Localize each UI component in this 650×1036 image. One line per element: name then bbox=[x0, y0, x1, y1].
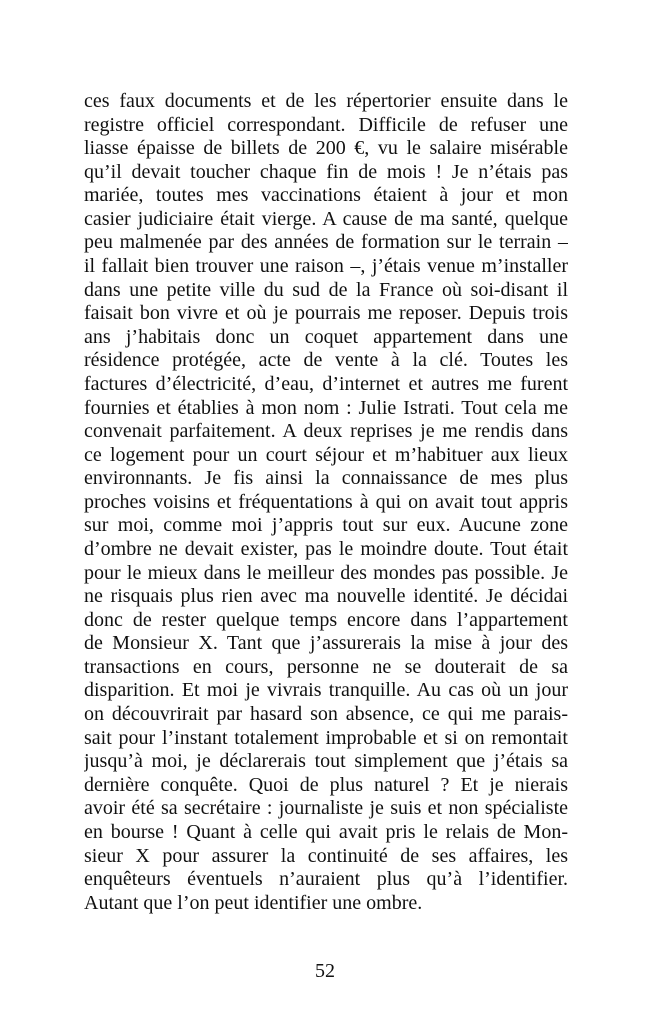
text-line-8: il fallait bien trouver une raison –, j’étais venue m’installer bbox=[84, 255, 568, 278]
text-line-33: sieur X pour assurer la continuité de ses affaires, les bbox=[84, 844, 568, 867]
text-line-16: ce logement pour un court séjour et m’habituer aux lieux bbox=[84, 443, 568, 466]
text-line-12: résidence protégée, acte de vente à la clé. Toutes les bbox=[84, 349, 568, 372]
text-line-18: proches voisins et fréquentations à qui on avait tout appris bbox=[84, 490, 568, 513]
text-line-17: environnants. Je fis ainsi la connaissance de mes plus bbox=[84, 467, 568, 490]
text-line-23: donc de rester quelque temps encore dans l’appartement bbox=[84, 608, 568, 631]
text-line-9: dans une petite ville du sud de la France où soi-disant il bbox=[84, 278, 568, 301]
text-line-25: transactions en cours, personne ne se douterait de sa bbox=[84, 655, 568, 678]
text-line-27: on découvrirait par hasard son absence, ce qui me parais- bbox=[84, 703, 568, 726]
text-line-21: pour le mieux dans le meilleur des mondes pas possible. Je bbox=[84, 561, 568, 584]
body-paragraph bbox=[84, 90, 568, 915]
text-line-11: ans j’habitais donc un coquet appartement dans une bbox=[84, 325, 568, 348]
text-line-1: ces faux documents et de les répertorier ensuite dans le bbox=[84, 90, 568, 112]
text-line-5: mariée, toutes mes vaccinations étaient à jour et mon bbox=[84, 184, 568, 207]
text-line-22: ne risquais plus rien avec ma nouvelle identité. Je décidai bbox=[84, 585, 568, 608]
text-line-28: sait pour l’instant totalement improbable et si on remontait bbox=[84, 726, 568, 749]
text-line-29: jusqu’à moi, je déclarerais tout simplement que j’étais sa bbox=[84, 750, 568, 773]
text-line-19: sur moi, comme moi j’appris tout sur eux. Aucune zone bbox=[84, 514, 568, 537]
text-line-32: en bourse ! Quant à celle qui avait pris le relais de Mon- bbox=[84, 820, 568, 843]
text-line-35: Autant que l’on peut identifier une ombre. bbox=[84, 891, 423, 914]
text-line-2: registre officiel correspondant. Difficile de refuser une bbox=[84, 113, 568, 136]
text-line-4: qu’il devait toucher chaque fin de mois ! Je n’étais pas bbox=[84, 160, 568, 183]
text-line-13: factures d’électricité, d’eau, d’internet et autres me furent bbox=[84, 372, 568, 395]
text-line-30: dernière conquête. Quoi de plus naturel ? Et je nierais bbox=[84, 773, 568, 796]
text-line-3: liasse épaisse de billets de 200 €, vu le salaire misérable bbox=[84, 137, 568, 160]
text-line-6: casier judiciaire était vierge. A cause de ma santé, quelque bbox=[84, 207, 568, 230]
text-line-10: faisait bon vivre et où je pourrais me reposer. Depuis trois bbox=[84, 302, 568, 325]
page-number: 52 bbox=[315, 960, 335, 982]
text-line-31: avoir été sa secrétaire : journaliste je suis et non spécialiste bbox=[84, 797, 568, 820]
text-line-15: convenait parfaitement. A deux reprises je me rendis dans bbox=[84, 420, 568, 443]
text-line-7: peu malmenée par des années de formation sur le terrain – bbox=[84, 231, 568, 254]
text-line-26: disparition. Et moi je vivrais tranquille. Au cas où un jour bbox=[84, 679, 568, 702]
text-line-14: fournies et établies à mon nom : Julie Istrati. Tout cela me bbox=[84, 396, 568, 419]
text-line-34: enquêteurs éventuels n’auraient plus qu’à l’identifier. bbox=[84, 868, 568, 891]
text-line-24: de Monsieur X. Tant que j’assurerais la mise à jour des bbox=[84, 632, 568, 655]
text-line-20: d’ombre ne devait exister, pas le moindre doute. Tout était bbox=[84, 537, 568, 560]
